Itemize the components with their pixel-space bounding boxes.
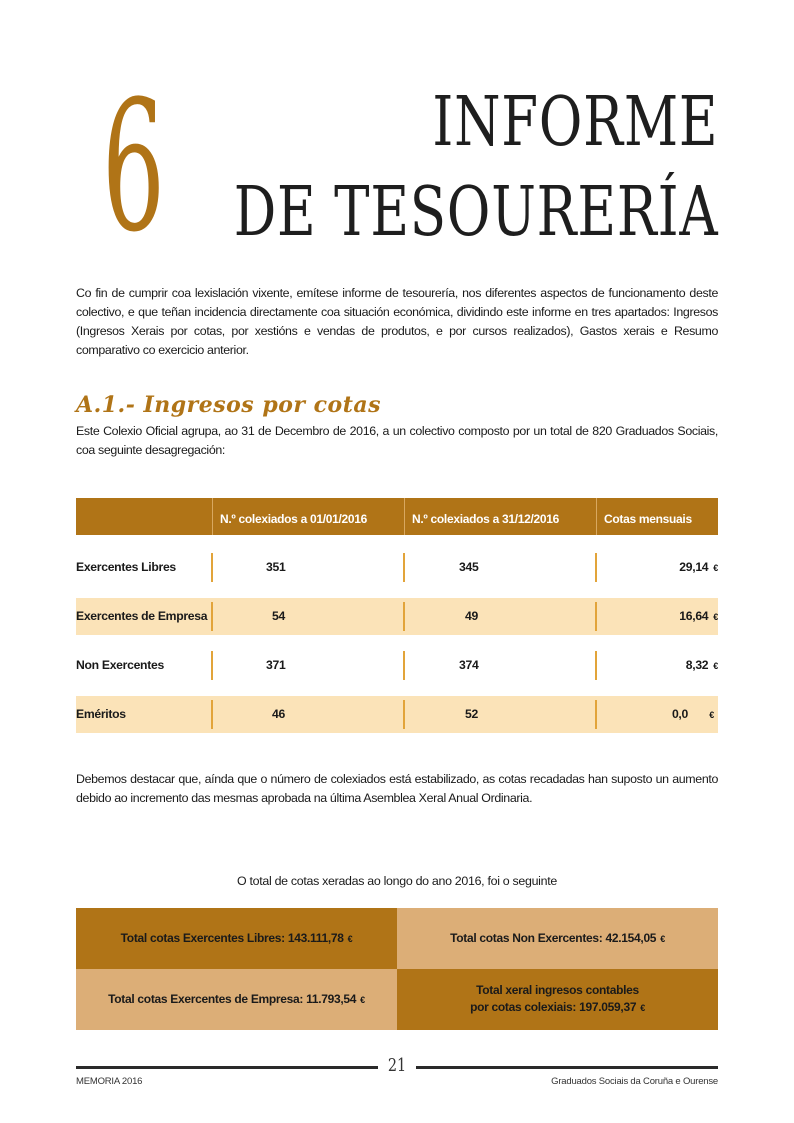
cell-divider (211, 602, 213, 631)
cell-divider (403, 700, 405, 729)
total-xeral-line-2: por cotas colexiais: 197.059,37 (470, 1000, 637, 1014)
cell-divider (403, 651, 405, 680)
chapter-number: 6 (102, 63, 163, 272)
footer-right-text: Graduados Sociais da Coruña e Ourense (551, 1076, 718, 1087)
cell-divider (595, 602, 597, 631)
currency-symbol: € (360, 994, 365, 1005)
cell-divider (211, 700, 213, 729)
currency-symbol: € (713, 563, 718, 573)
row-end-count: 49 (465, 609, 478, 623)
currency-symbol: € (660, 933, 665, 944)
total-libres: Total cotas Exercentes Libres: 143.111,78 (120, 930, 344, 945)
row-end-count: 345 (459, 560, 479, 574)
cell-divider (595, 651, 597, 680)
cell-divider (595, 553, 597, 582)
cell-divider (403, 553, 405, 582)
total-xeral-line-1: Total xeral ingresos contables (476, 983, 639, 997)
row-label: Eméritos (76, 707, 126, 721)
total-xeral-box (397, 969, 718, 1030)
total-libres-box (76, 908, 397, 969)
row-start-count: 371 (266, 658, 286, 672)
currency-symbol: € (347, 933, 353, 944)
table-header (76, 498, 718, 535)
row-fee: 0,0 (671, 707, 688, 721)
cell-divider (211, 651, 213, 680)
total-empresa: Total cotas Exercentes de Empresa: 11.793,54 (108, 991, 357, 1006)
header-cell-start: N.º colexiados a 01/01/2016 (220, 512, 368, 526)
row-start-count: 46 (272, 707, 285, 721)
row-fee: 16,64 (679, 609, 709, 623)
totals-intro: O total de cotas xeradas ao longo do ano 2016, foi o seguinte (237, 874, 557, 888)
row-label: Exercentes Libres (76, 560, 176, 574)
title-line-2: DE TESOURERÍA (233, 173, 718, 252)
title-line-1: INFORME (431, 83, 718, 162)
cell-divider (403, 602, 405, 631)
table-row (76, 598, 718, 635)
currency-symbol: € (640, 1003, 645, 1013)
totals-grid (76, 908, 718, 1030)
currency-symbol: € (713, 661, 718, 671)
page-title (97, 82, 718, 254)
currency-symbol: € (709, 710, 714, 720)
row-start-count: 351 (266, 560, 286, 574)
header-cell-end: N.º colexiados a 31/12/2016 (412, 512, 560, 526)
total-non-exercentes: Total cotas Non Exercentes: 42.154,05 (450, 930, 657, 945)
section-heading: A.1.- Ingresos por cotas (76, 392, 382, 418)
header-separator (596, 498, 597, 535)
row-end-count: 374 (459, 658, 479, 672)
footer-rule-left (76, 1066, 378, 1069)
currency-symbol: € (713, 612, 718, 622)
page-number: 21 (387, 1055, 407, 1076)
section-text: Este Colexio Oficial agrupa, ao 31 de Decembro de 2016, a un colectivo composto por un total de 820 Graduados Sociais, coa seguinte desagregación: (76, 424, 718, 457)
footer-rule-right (416, 1066, 718, 1069)
header-separator (212, 498, 213, 535)
cell-divider (595, 700, 597, 729)
intro-paragraph: Co fin de cumprir coa lexislación vixente, emítese informe de tesourería, nos diferentes aspectos de funcionamento deste colectivo, e que teñan incidencia directamente coa situación económica, dividindo este informe en tres apartados: Ingresos (Ingresos Xerais por cotas, por xestións e vendas de produtos, e por cursos realizados), Gastos xerais e Resumo comparativo co exercicio anterior. (76, 286, 718, 357)
header-separator (404, 498, 405, 535)
note-paragraph: Debemos destacar que, aínda que o número de colexiados está estabilizado, as cotas recadadas han suposto un aumento debido ao incremento das mesmas aprobada na última Asemblea Xeral Anual Ordinaria. (76, 772, 718, 805)
row-fee: 8,32 (685, 658, 709, 672)
header-cell-fee: Cotas mensuais (604, 512, 692, 526)
members-table (76, 498, 718, 733)
table-row (76, 696, 718, 733)
total-empresa-box (76, 969, 397, 1030)
cell-divider (211, 553, 213, 582)
table-row (76, 549, 718, 586)
footer-left-text: MEMORIA 2016 (76, 1076, 143, 1087)
table-row (76, 647, 718, 684)
total-non-exercentes-box (397, 908, 718, 969)
row-label: Non Exercentes (76, 658, 164, 672)
row-label: Exercentes de Empresa (76, 609, 208, 623)
row-end-count: 52 (465, 707, 478, 721)
row-fee: 29,14 (679, 560, 709, 574)
row-start-count: 54 (272, 609, 285, 623)
